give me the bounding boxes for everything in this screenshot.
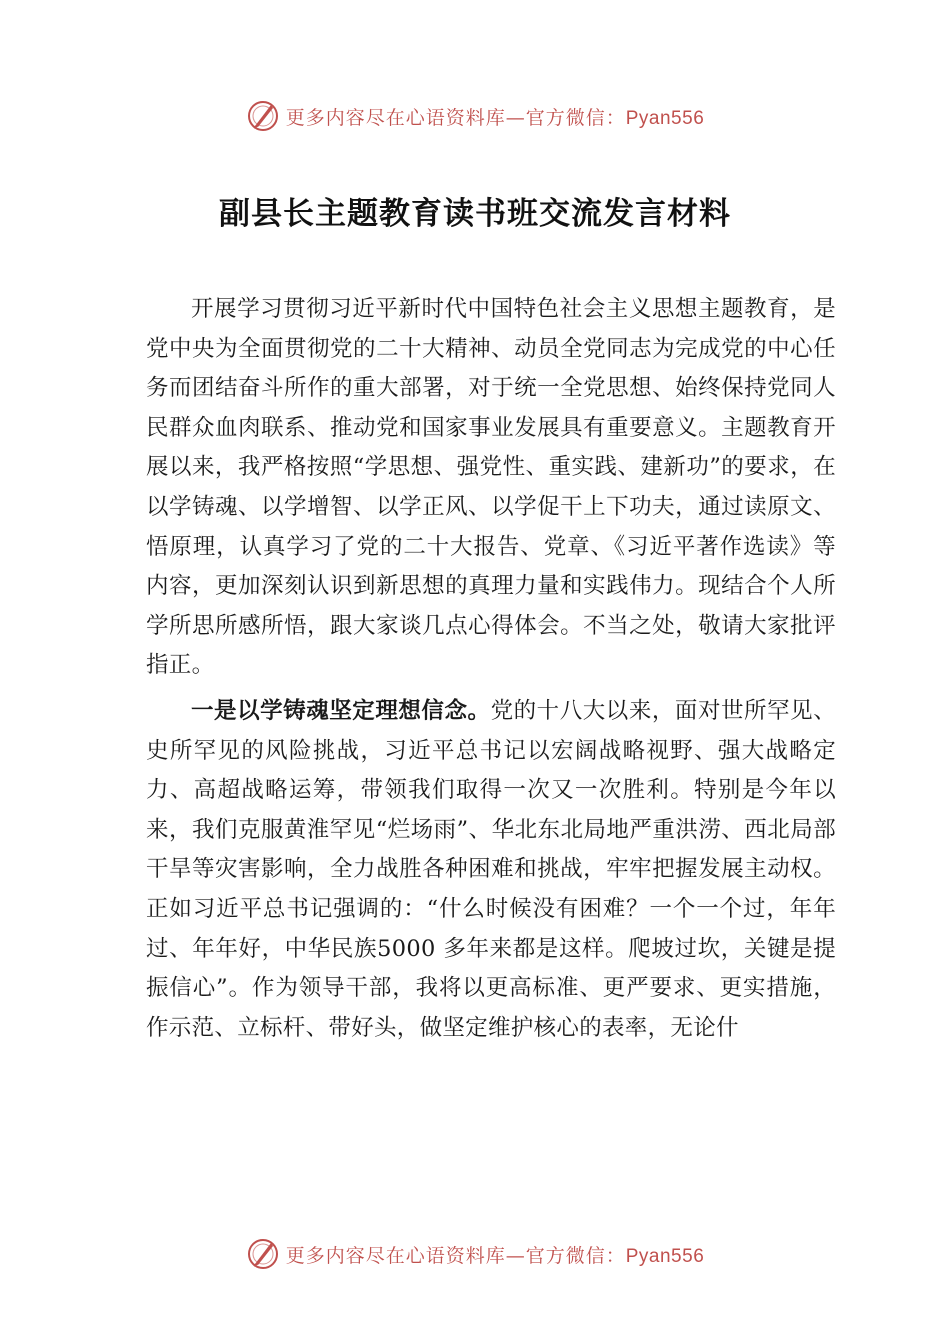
- quill-seal-icon: [246, 99, 280, 133]
- quill-seal-icon: [246, 1237, 280, 1271]
- watermark-text: 更多内容尽在心语资料库—官方微信：Pyan556: [285, 106, 705, 129]
- paragraph-point-one: [146, 692, 836, 1048]
- paragraph-intro-text: 开展学习贯彻习近平新时代中国特色社会主义思想主题教育，是党中央为全面贯彻党的二十大精神、动员全党同志为完成党的中心任务而团结奋斗所作的重大部署，对于统一全党思想、始终保持党同人民群众血肉联系、推动党和国家事业发展具有重要意义。主题教育开展以来，我严格按照“学思想、强党性、重实践、建新功”的要求，在以学铸魂、以学增智、以学正风、以学促干上下功夫，通过读原文、悟原理，认真学习了党的二十大报告、党章、《习近平著作选读》等内容，更加深刻认识到新思想的真理力量和实践伟力。现结合个人所学所思所感所悟，跟大家谈几点心得体会。不当之处，敬请大家批评指正。: [146, 296, 836, 679]
- paragraph-point-one-text: 党的十八大以来，面对世所罕见、史所罕见的风险挑战，习近平总书记以宏阔战略视野、强大战略定力、高超战略运筹，带领我们取得一次又一次胜利。特别是今年以来，我们克服黄淮罕见“烂场雨”、华北东北局地严重洪涝、西北局部干旱等灾害影响，全力战胜各种困难和挑战，牢牢把握发展主动权。正如习近平总书记强调的：“什么时候没有困难？一个一个过，年年过、年年好，中华民族5000 多年来都是这样。爬坡过坎，关键是提振信心”。作为领导干部，我将以更高标准、更严要求、更实措施， 作示范、立标杆、带好头，做坚定维护核心的表率，无论什: [146, 697, 836, 1041]
- paragraph-intro: [146, 290, 836, 686]
- paragraph-point-one-lead: 一是以学铸魂坚定理想信念。: [191, 697, 491, 724]
- watermark-wechat-id: Pyan556: [625, 107, 705, 129]
- watermark-wechat-id: Pyan556: [625, 1245, 705, 1267]
- document-title: 副县长主题教育读书班交流发言材料: [219, 196, 731, 232]
- watermark-text: 更多内容尽在心语资料库—官方微信：Pyan556: [285, 1244, 705, 1267]
- document-body: [146, 290, 836, 1048]
- watermark-footer: [0, 1234, 950, 1274]
- watermark-header: [0, 96, 950, 136]
